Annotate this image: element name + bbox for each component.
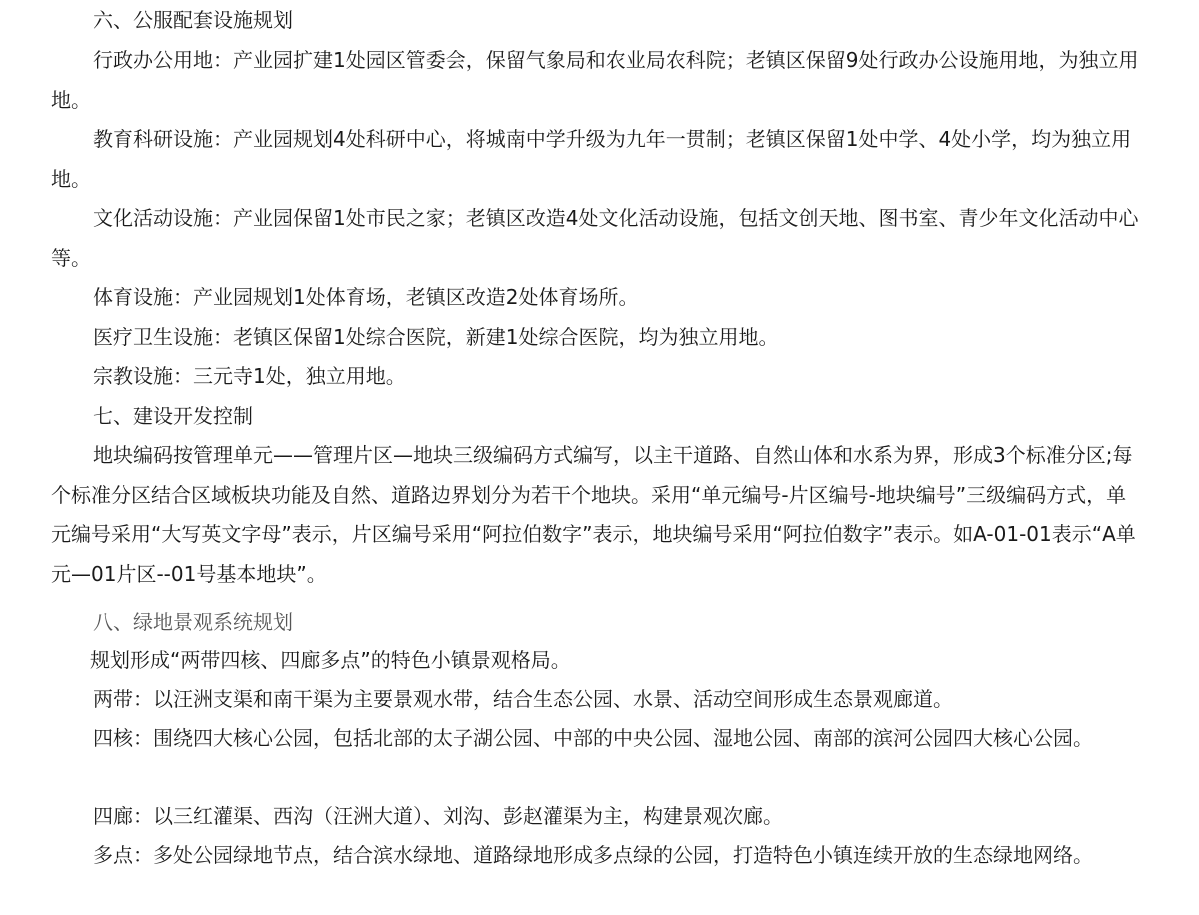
paragraph-four-cores: 四核：围绕四大核心公园，包括北部的太子湖公园、中部的中央公园、湿地公园、南部的滨河公园四大核心公园。 [93,726,1093,750]
paragraph-two-belts: 两带：以汪洲支渠和南干渠为主要景观水带，结合生态公园、水景、活动空间形成生态景观廊道。 [93,687,953,711]
paragraph-landscape-pattern: 规划形成“两带四核、四廊多点”的特色小镇景观格局。 [90,648,571,672]
paragraph-cultural-facilities: 文化活动设施：产业园保留1处市民之家；老镇区改造4处文化活动设施，包括文创天地、图书室、青少年文化活动中心等。 [51,206,1139,270]
paragraph-education-research: 教育科研设施：产业园规划4处科研中心，将城南中学升级为九年一贯制；老镇区保留1处中学、4处小学，均为独立用地。 [51,127,1132,191]
paragraph-religious-facilities: 宗教设施：三元寺1处，独立用地。 [93,364,406,388]
paragraph-plot-coding: 地块编码按管理单元——管理片区—地块三级编码方式编写，以主干道路、自然山体和水系为界，形成3个标准分区;每个标准分区结合区域板块功能及自然、道路边界划分为若干个地块。采用“单元编号-片区编号-地块编号”三级编码方式，单元编号采用“大写英文字母”表示，片区编号采用“阿拉伯数字”表示，地块编号采用“阿拉伯数字”表示。如A-01-01表示“A单元—01片区--01号基本地块”。 [51,443,1136,586]
paragraph-sports-facilities: 体育设施：产业园规划1处体育场，老镇区改造2处体育场所。 [93,285,639,309]
section-heading-green-landscape: 八、绿地景观系统规划 [93,610,293,634]
section-heading-public-facilities: 六、公服配套设施规划 [93,8,293,32]
paragraph-four-corridors: 四廊：以三红灌渠、西沟（汪洲大道）、刘沟、彭赵灌渠为主，构建景观次廊。 [93,804,783,828]
paragraph-medical-facilities: 医疗卫生设施：老镇区保留1处综合医院，新建1处综合医院，均为独立用地。 [93,325,779,349]
paragraph-administrative-land: 行政办公用地：产业园扩建1处园区管委会，保留气象局和农业局农科院；老镇区保留9处行政办公设施用地，为独立用地。 [51,48,1139,112]
paragraph-multiple-points: 多点：多处公园绿地节点，结合滨水绿地、道路绿地形成多点绿的公园，打造特色小镇连续开放的生态绿地网络。 [93,843,1093,867]
section-heading-development-control: 七、建设开发控制 [93,404,253,428]
